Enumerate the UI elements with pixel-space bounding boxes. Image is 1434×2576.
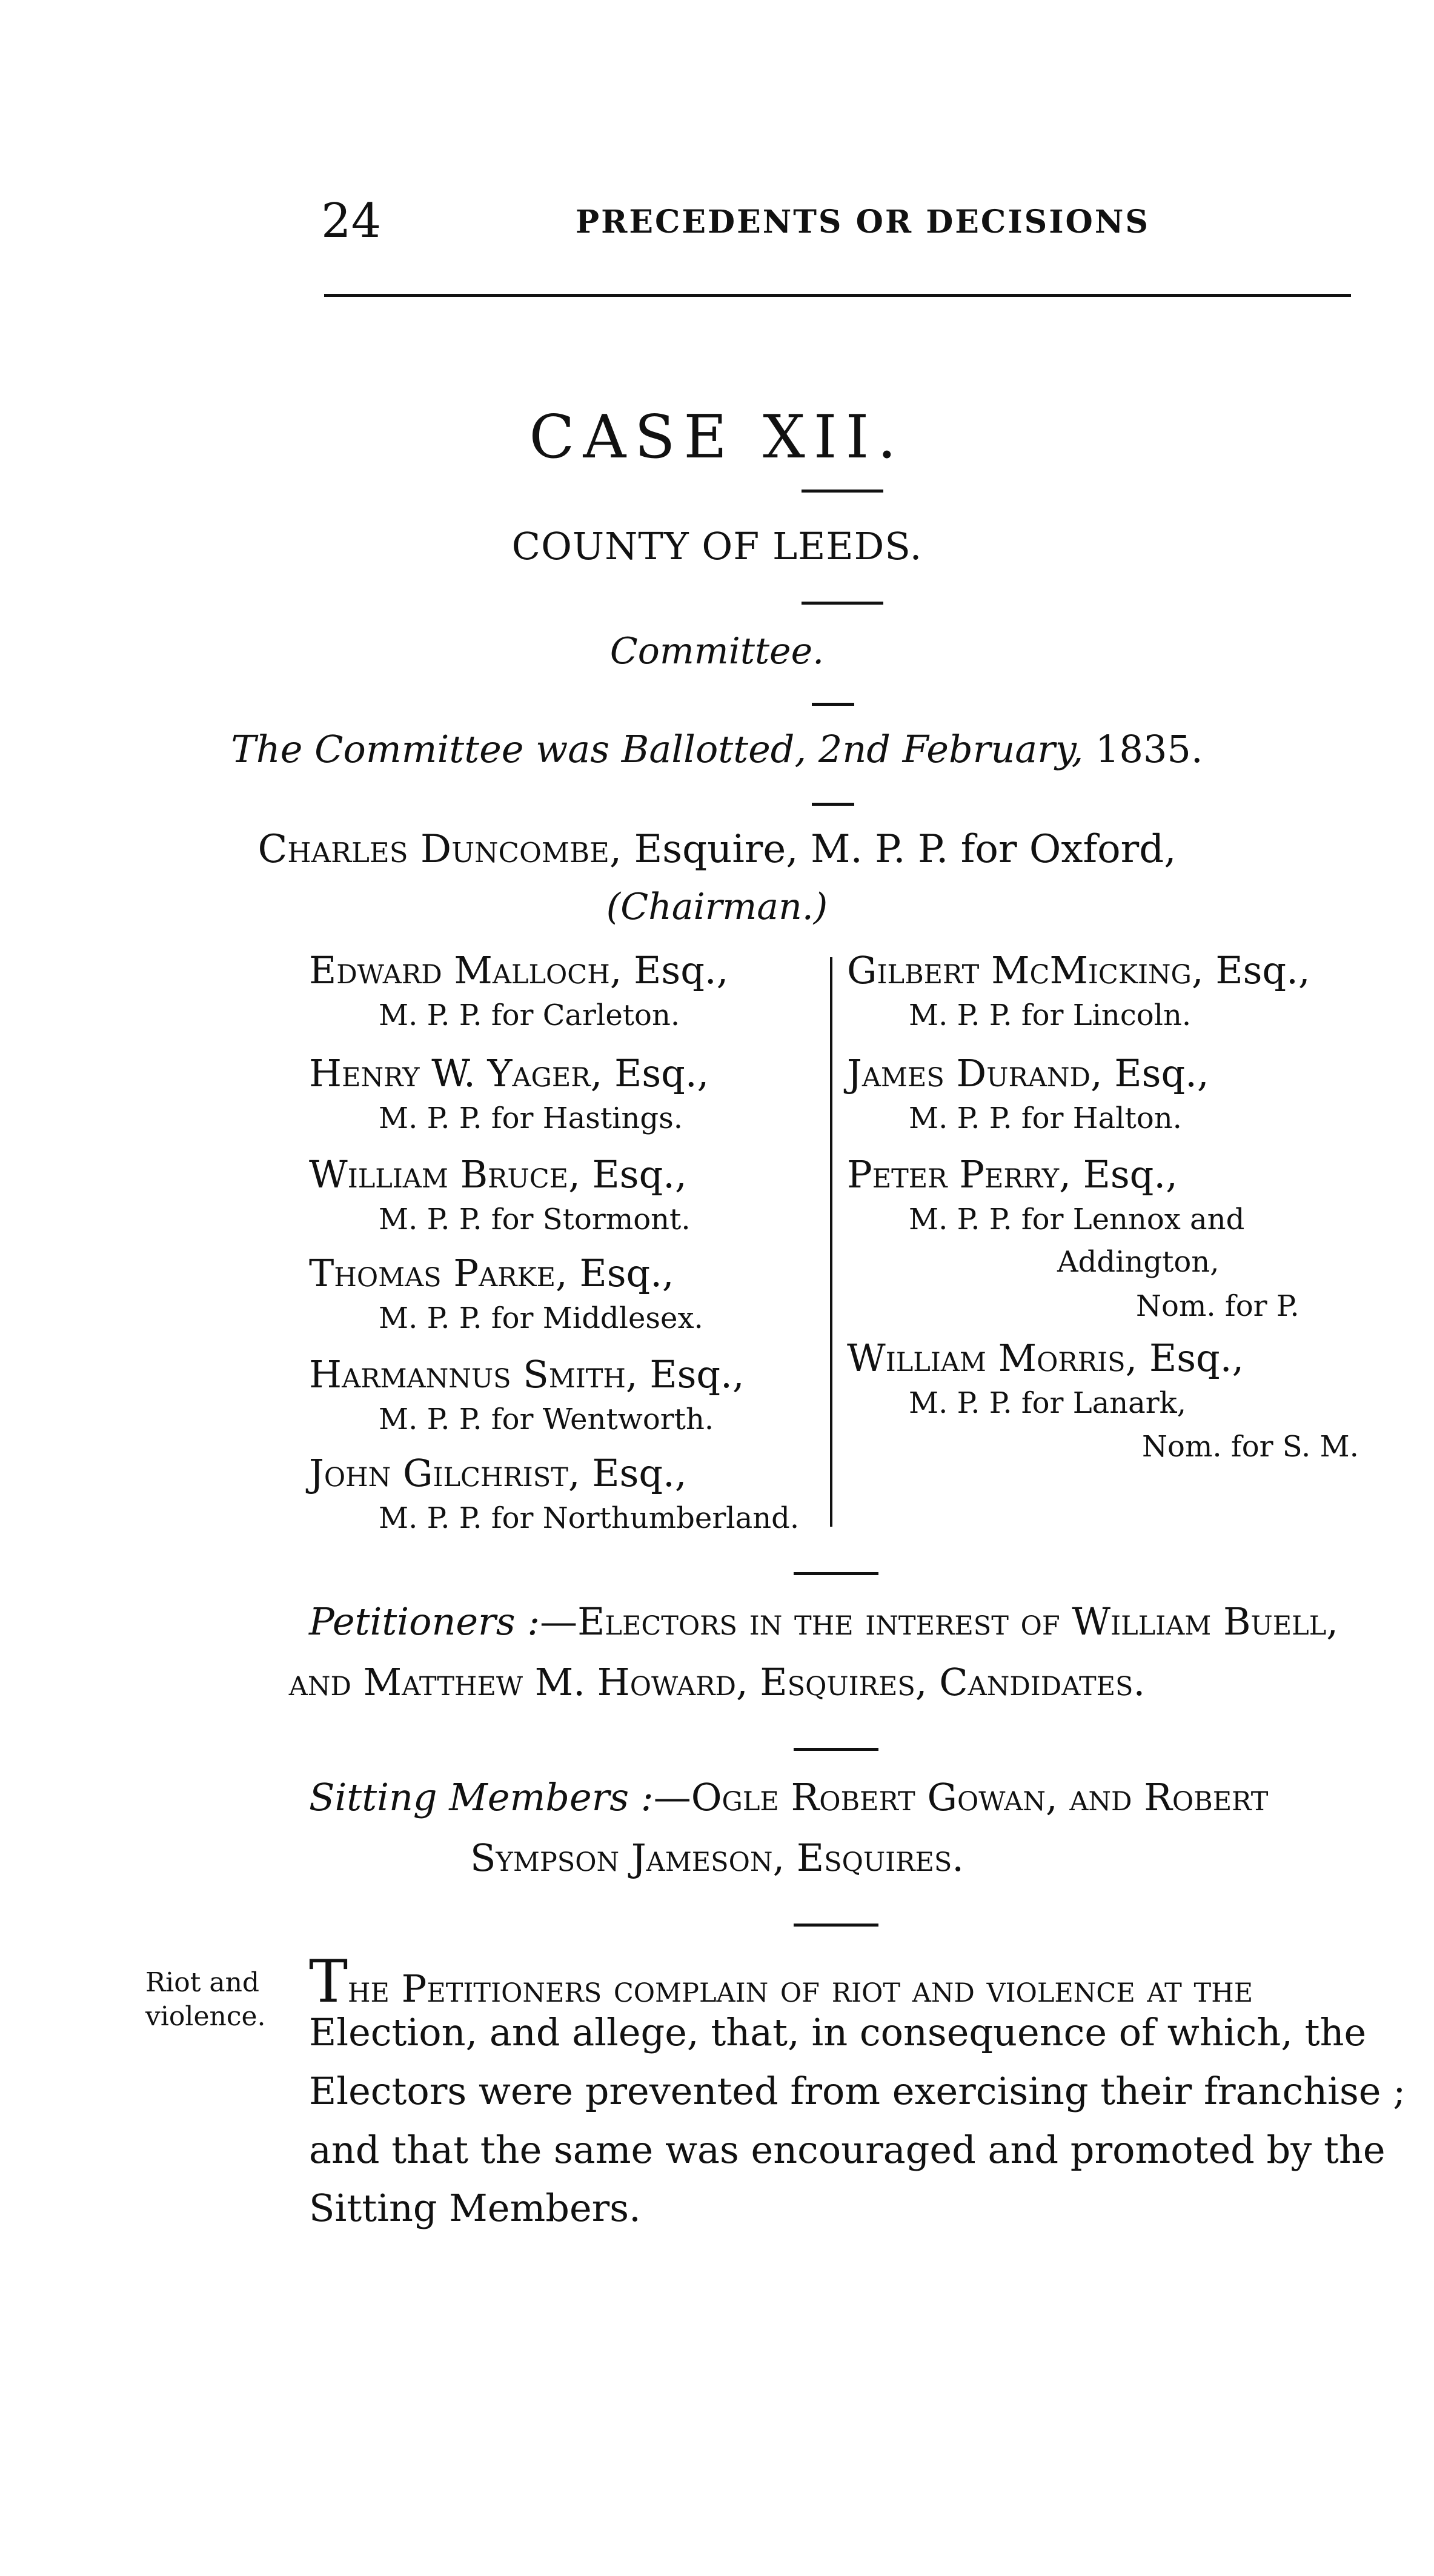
member-seat: M. P. P. for Middlesex.: [379, 1301, 703, 1335]
divider-rule: [802, 602, 883, 605]
petitioners-label: Petitioners :: [309, 1599, 540, 1644]
divider-rule: [802, 490, 883, 493]
case-title: CASE XII.: [529, 403, 905, 472]
member-seat: M. P. P. for Wentworth.: [379, 1403, 714, 1436]
body-line: Sitting Members.: [309, 2186, 641, 2230]
divider-rule: [794, 1572, 878, 1575]
ballot-line: [0, 727, 1434, 771]
ballot-year: 1835.: [1095, 727, 1203, 771]
member-name: William Morris, Esq.,: [847, 1336, 1244, 1380]
member-name: Gilbert McMicking, Esq.,: [847, 948, 1310, 992]
body-line: Election, and allege, that, in consequence of which, the: [309, 2010, 1367, 2054]
divider-rule: [812, 703, 854, 706]
running-head: PRECEDENTS OR DECISIONS: [576, 204, 1150, 241]
sitting-members-line: Sitting Members :—Ogle Robert Gowan, and Robert: [309, 1775, 1269, 1819]
member-seat: M. P. P. for Lincoln.: [909, 998, 1192, 1032]
member-name: John Gilchrist, Esq.,: [309, 1451, 687, 1495]
member-name: Henry W. Yager, Esq.,: [309, 1051, 709, 1095]
divider-rule: [794, 1924, 878, 1927]
member-seat: M. P. P. for Halton.: [909, 1101, 1182, 1135]
drop-cap: T: [309, 1948, 348, 2016]
county-title: COUNTY OF LEEDS.: [511, 524, 923, 568]
chairman-name: Charles Duncombe,: [257, 827, 622, 872]
body-line: and that the same was encouraged and promoted by the: [309, 2128, 1386, 2172]
ballot-date: The Committee was Ballotted, 2nd February,: [231, 727, 1084, 771]
column-divider: [830, 957, 832, 1527]
sitting-members-line: Sympson Jameson, Esquires.: [470, 1836, 964, 1880]
member-name: James Durand, Esq.,: [847, 1051, 1209, 1095]
page-number: 24: [321, 194, 382, 248]
body-line: Electors were prevented from exercising their franchise ;: [309, 2069, 1406, 2113]
margin-note: Riot and violence.: [145, 1967, 266, 2032]
sitting-members-label: Sitting Members :: [309, 1775, 654, 1819]
body-line: The Petitioners complain of riot and violence at the: [309, 1948, 1253, 2016]
chairman-line: [0, 827, 1434, 872]
member-name: Harmannus Smith, Esq.,: [309, 1352, 745, 1396]
member-seat: M. P. P. for Northumberland.: [379, 1501, 800, 1535]
divider-rule: [794, 1748, 878, 1751]
petitioners-line: and Matthew M. Howard, Esquires, Candidates.: [288, 1660, 1146, 1704]
divider-rule: [812, 803, 854, 806]
petitioners-line: Petitioners :—Electors in the interest of William Buell,: [309, 1599, 1338, 1644]
member-seat: M. P. P. for Hastings.: [379, 1101, 683, 1135]
member-name: Edward Malloch, Esq.,: [309, 948, 729, 992]
member-seat-continued: Addington,: [1057, 1245, 1220, 1279]
member-seat: M. P. P. for Lanark,: [909, 1386, 1187, 1420]
committee-heading: Committee.: [609, 630, 825, 672]
member-seat: M. P. P. for Carleton.: [379, 998, 680, 1032]
member-name: William Bruce, Esq.,: [309, 1152, 687, 1197]
chairman-role: (Chairman.): [606, 886, 828, 928]
header-rule: [324, 294, 1351, 297]
chairman-title: Esquire, M. P. P. for Oxford,: [634, 827, 1177, 872]
member-seat: M. P. P. for Lennox and: [909, 1203, 1245, 1237]
member-name: Peter Perry, Esq.,: [847, 1152, 1178, 1197]
member-nominee: Nom. for P.: [1136, 1289, 1300, 1323]
member-name: Thomas Parke, Esq.,: [309, 1251, 674, 1295]
member-nominee: Nom. for S. M.: [1142, 1430, 1359, 1464]
member-seat: M. P. P. for Stormont.: [379, 1203, 691, 1237]
